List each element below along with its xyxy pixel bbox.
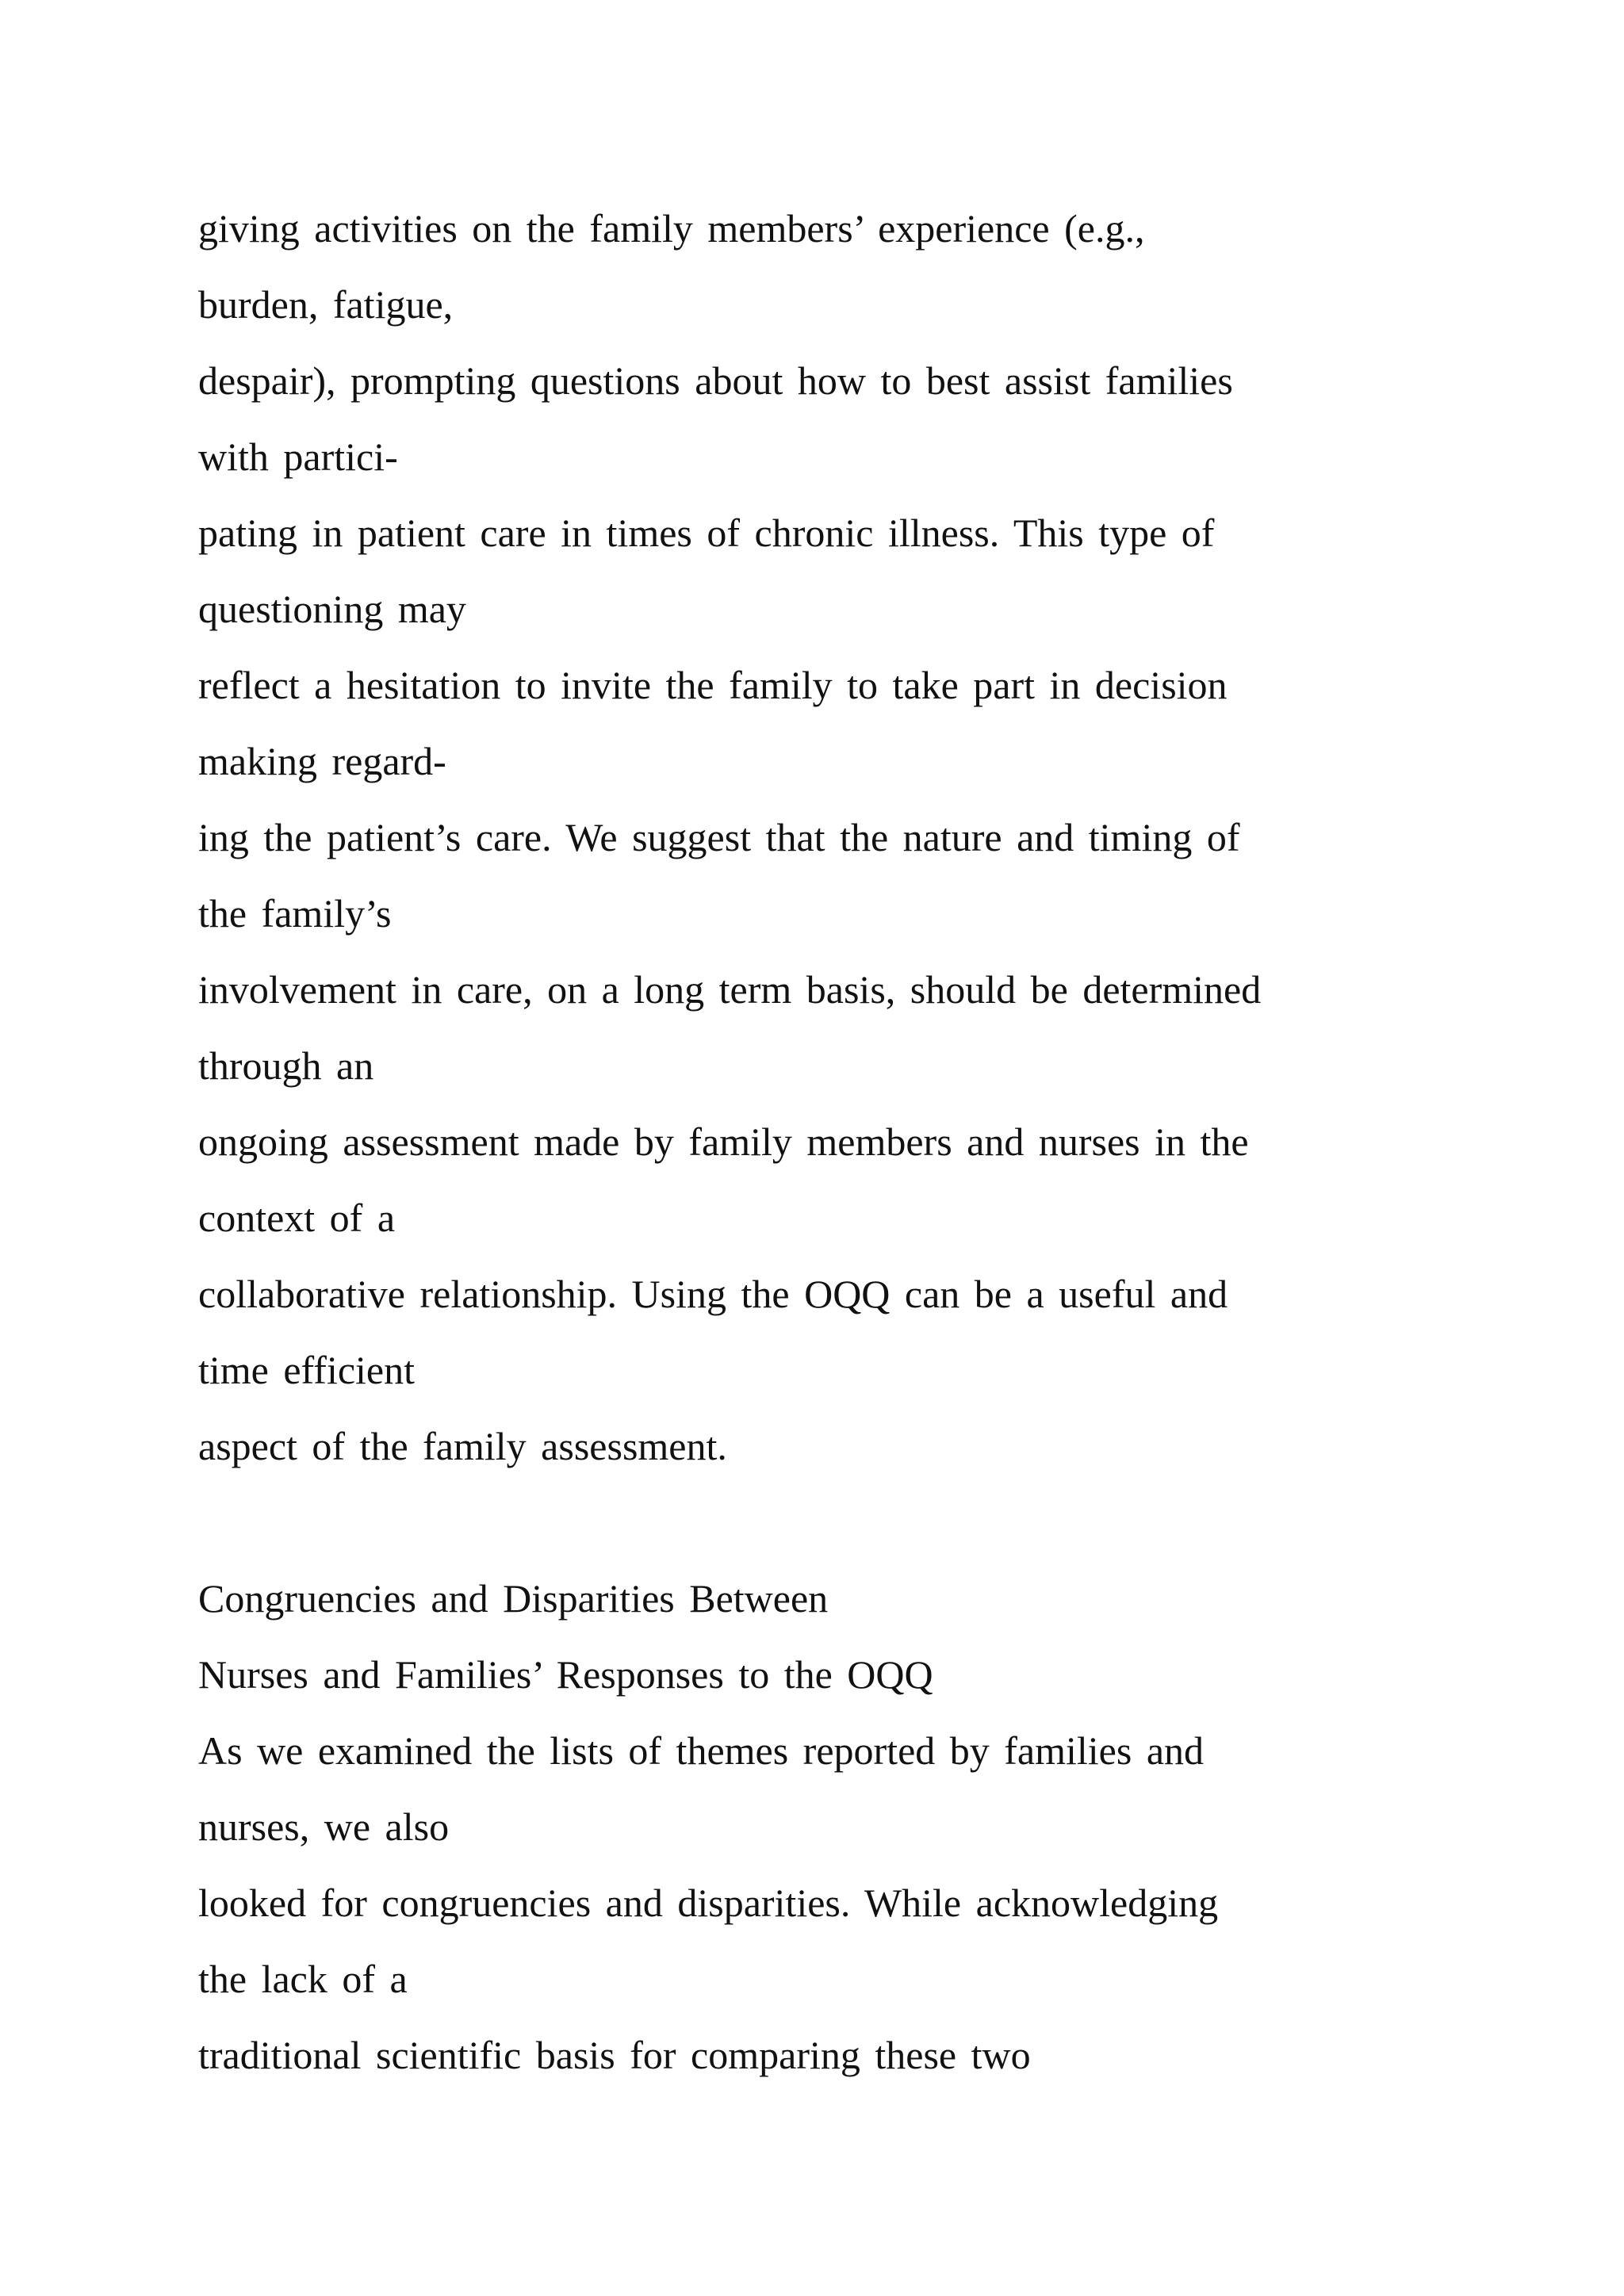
- paragraph-gap: [198, 1484, 1499, 1560]
- heading-line: Congruencies and Disparities Between: [198, 1576, 829, 1621]
- text-line: with partici-: [198, 434, 398, 479]
- document-text: [198, 190, 1499, 2093]
- text-line: the family’s: [198, 891, 392, 936]
- text-line: through an: [198, 1043, 374, 1088]
- text-line: aspect of the family assessment.: [198, 1424, 727, 1468]
- text-line: making regard-: [198, 739, 446, 783]
- paragraph-2: [198, 1712, 1499, 2093]
- paragraph-1: [198, 190, 1499, 1484]
- text-line: ing the patient’s care. We suggest that the nature and timing of: [198, 815, 1240, 859]
- text-line: pating in patient care in times of chronic illness. This type of: [198, 511, 1215, 555]
- text-line: time efficient: [198, 1348, 416, 1392]
- text-line: ongoing assessment made by family members and nurses in the: [198, 1119, 1249, 1164]
- text-line: reflect a hesitation to invite the family to take part in decision: [198, 663, 1228, 707]
- text-line: nurses, we also: [198, 1804, 450, 1849]
- text-line: questioning may: [198, 587, 466, 631]
- text-line: the lack of a: [198, 1957, 408, 2001]
- text-line: giving activities on the family members’ experience (e.g.,: [198, 206, 1145, 251]
- text-line: burden, fatigue,: [198, 282, 454, 327]
- text-line: As we examined the lists of themes reported by families and: [198, 1728, 1205, 1773]
- text-line: context of a: [198, 1196, 396, 1240]
- text-line: looked for congruencies and disparities. While acknowledging: [198, 1881, 1219, 1925]
- text-line: involvement in care, on a long term basis, should be determined: [198, 967, 1262, 1012]
- section-heading: [198, 1560, 1499, 1712]
- text-line: traditional scientific basis for comparing these two: [198, 2033, 1031, 2077]
- heading-line: Nurses and Families’ Responses to the OQQ: [198, 1652, 933, 1697]
- text-line: collaborative relationship. Using the OQQ can be a useful and: [198, 1272, 1228, 1316]
- text-line: despair), prompting questions about how to best assist families: [198, 358, 1233, 403]
